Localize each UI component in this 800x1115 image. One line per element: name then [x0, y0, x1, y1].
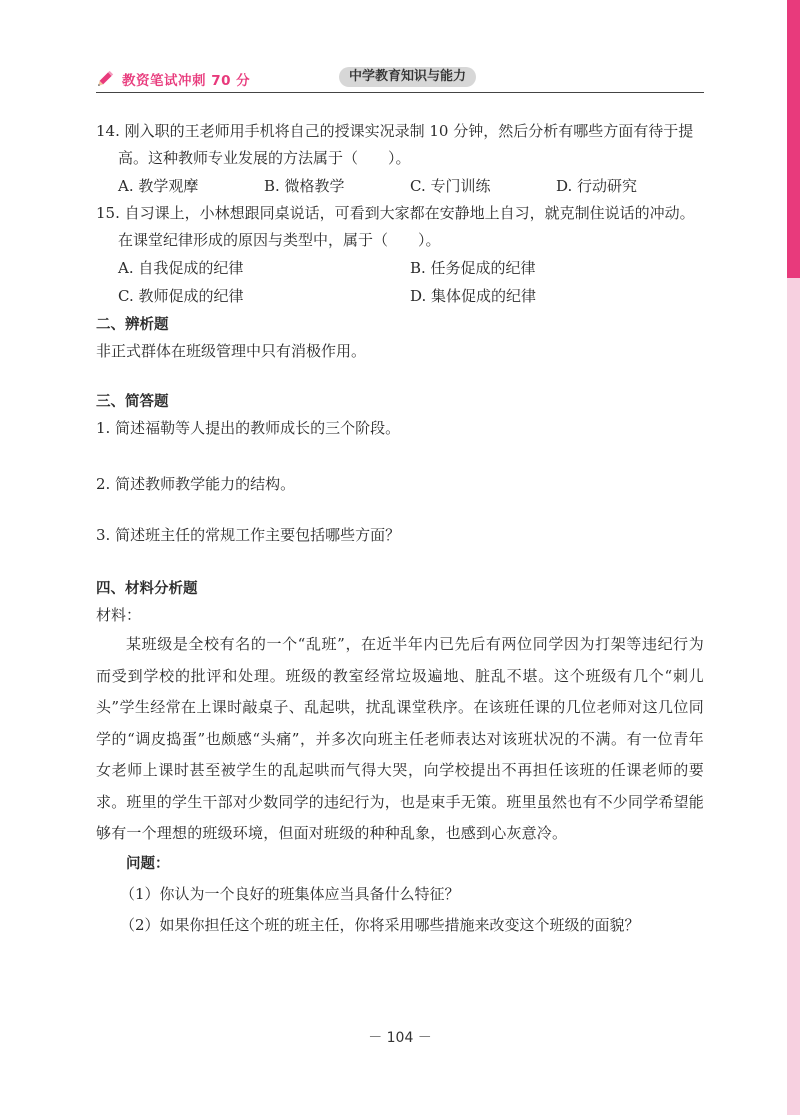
analysis-question-1: （1）你认为一个良好的班集体应当具备什么特征？ — [120, 884, 460, 903]
question-14-line1: 14. 刚入职的王老师用手机将自己的授课实况录制 10 分钟，然后分析有哪些方面有待于提 — [96, 122, 694, 140]
section-3-title: 三、简答题 — [96, 394, 169, 410]
question-15-options-row1 — [96, 254, 704, 282]
page-content — [96, 118, 704, 941]
material-text: 某班级是全校有名的一个“乱班”，在近半年内已先后有两位同学因为打架等违纪行为而受到学校的批评和处理。班级的教室经常垃圾遍地、脏乱不堪。这个班级有几个“刺儿头”学生经常在上课时敲桌子、乱起哄，扰乱课堂秩序。在该班任课的几位老师对这几位同学的“调皮捣蛋”也颇感“头痛”，并多次向班主任老师表达对该班状况的不满。有一位青年女老师上课时甚至被学生的乱起哄而气得大哭，向学校提出不再担任该班的任课老师的要求。班里的学生干部对少数同学的违纪行为，也是束手无策。班里虽然也有不少同学希望能够有一个理想的班级环境，但面对班级的种种乱象，也感到心灰意冷。 — [96, 635, 705, 842]
option-a: A. 教学观摩 — [118, 177, 199, 195]
page-header — [96, 66, 704, 93]
question-15-line1: 15. 自习课上，小林想跟同桌说话，可看到大家都在安静地上自习，就克制住说话的冲动。 — [96, 204, 695, 222]
question-14-line2: 高。这种教师专业发展的方法属于（ ）。 — [118, 149, 411, 167]
section-2-title: 二、辨析题 — [96, 317, 169, 333]
option-a: A. 自我促成的纪律 — [118, 259, 244, 277]
subject-badge: 中学教育知识与能力 — [339, 67, 476, 87]
short-question-1: 1. 简述福勒等人提出的教师成长的三个阶段。 — [96, 419, 401, 437]
section-4-title: 四、材料分析题 — [96, 581, 198, 597]
question-14 — [96, 118, 704, 200]
pencil-icon — [96, 66, 118, 88]
material-label: 材料： — [96, 606, 142, 624]
questions-label: 问题： — [126, 855, 170, 872]
option-b: B. 微格教学 — [264, 177, 345, 195]
sidebar-accent — [787, 0, 800, 278]
option-c: C. 教师促成的纪律 — [118, 287, 244, 305]
analysis-question-2: （2）如果你担任这个班的班主任，你将采用哪些措施来改变这个班级的面貌？ — [120, 915, 640, 934]
section-2-statement: 非正式群体在班级管理中只有消极作用。 — [96, 342, 367, 360]
option-b: B. 任务促成的纪律 — [410, 259, 536, 277]
option-d: D. 行动研究 — [556, 177, 638, 195]
brand-title: 教资笔试冲刺 70 分 — [122, 73, 251, 89]
short-question-3: 3. 简述班主任的常规工作主要包括哪些方面？ — [96, 526, 401, 544]
question-14-options — [96, 172, 704, 200]
question-15-line2: 在课堂纪律形成的原因与类型中，属于（ ）。 — [118, 231, 441, 249]
short-question-2: 2. 简述教师教学能力的结构。 — [96, 475, 296, 493]
option-c: C. 专门训练 — [410, 177, 491, 195]
question-15-options-row2 — [96, 282, 704, 310]
question-15 — [96, 200, 704, 310]
page-number: － 104 － — [368, 1030, 432, 1046]
option-d: D. 集体促成的纪律 — [410, 287, 537, 305]
